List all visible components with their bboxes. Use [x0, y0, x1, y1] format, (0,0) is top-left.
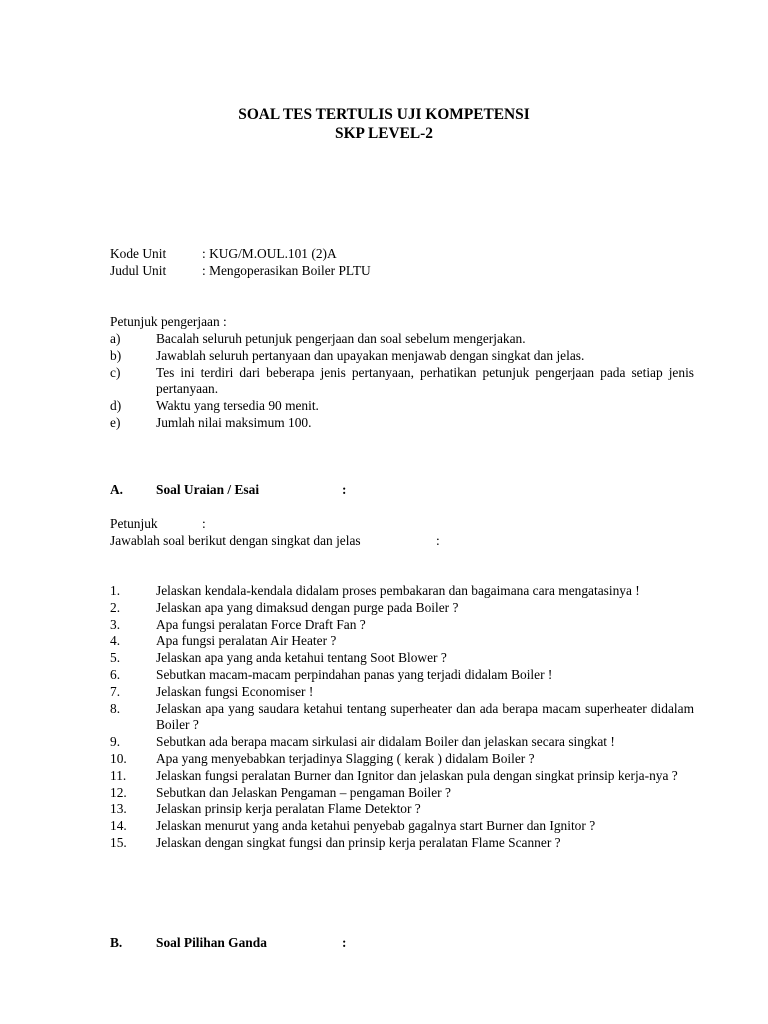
question-item: [110, 734, 694, 751]
question-item: [110, 667, 694, 684]
question-item-marker: 8.: [110, 700, 121, 716]
instruction-item-marker: b): [110, 347, 122, 363]
question-item: [110, 768, 694, 785]
question-item-text: Jelaskan apa yang saudara ketahui tentang superheater dan ada berapa macam superheater didalam Boiler ?: [156, 700, 694, 733]
instruction-item: [110, 415, 694, 432]
question-item-text: Apa fungsi peralatan Air Heater ?: [156, 633, 337, 649]
question-item: [110, 650, 694, 667]
section-b-heading: [110, 935, 346, 952]
question-item-marker: 10.: [110, 750, 127, 766]
question-item: [110, 684, 694, 701]
instruction-item: [110, 331, 694, 348]
instruction-item-marker: c): [110, 364, 121, 380]
section-b-colon: :: [342, 935, 347, 950]
question-item-marker: 9.: [110, 734, 121, 750]
question-item: [110, 751, 694, 768]
question-item: [110, 701, 694, 735]
judul-unit-label: Judul Unit: [110, 263, 167, 278]
kode-unit-label: Kode Unit: [110, 246, 167, 261]
instruction-item-marker: a): [110, 331, 121, 346]
question-item: [110, 818, 694, 835]
question-item: [110, 600, 694, 617]
question-item-text: Jelaskan dengan singkat fungsi dan prinsip kerja peralatan Flame Scanner ?: [156, 834, 561, 850]
question-item-marker: 3.: [110, 616, 121, 632]
instruction-item-marker: d): [110, 398, 122, 414]
instruction-item: [110, 365, 694, 399]
judul-unit-row: [110, 263, 371, 280]
instructions-heading: Petunjuk pengerjaan :: [110, 314, 227, 329]
question-item-marker: 11.: [110, 767, 127, 783]
question-item-marker: 12.: [110, 784, 127, 800]
question-item-marker: 2.: [110, 599, 121, 615]
section-b-name: Soal Pilihan Ganda: [156, 935, 267, 950]
question-item-text: Jelaskan kendala-kendala didalam proses pembakaran dan bagaimana cara mengatasinya !: [156, 583, 640, 598]
kode-unit-value: : KUG/M.OUL.101 (2)A: [202, 246, 337, 261]
question-item-marker: 6.: [110, 666, 121, 682]
section-a-petunjuk-colon: :: [202, 516, 206, 531]
section-a-questions: [110, 583, 694, 852]
section-a-marker: A.: [110, 482, 124, 497]
document-subtitle: SKP LEVEL-2: [335, 125, 433, 142]
question-item: [110, 801, 694, 818]
section-a-petunjuk: [110, 516, 206, 533]
question-item-text: Sebutkan dan Jelaskan Pengaman – pengaman Boiler ?: [156, 784, 451, 800]
instruction-item-text: Waktu yang tersedia 90 menit.: [156, 398, 319, 414]
question-item-marker: 1.: [110, 583, 121, 598]
question-item-marker: 13.: [110, 801, 127, 817]
question-item-marker: 7.: [110, 683, 121, 699]
section-a-petunjuk-text-row: [110, 533, 440, 550]
question-item: [110, 583, 694, 600]
question-item-text: Jelaskan fungsi peralatan Burner dan Ignitor dan jelaskan pula dengan singkat prinsip kerja-nya ?: [156, 767, 678, 783]
instruction-item-text: Jumlah nilai maksimum 100.: [156, 414, 312, 430]
section-b-marker: B.: [110, 935, 123, 950]
question-item-text: Jelaskan apa yang dimaksud dengan purge pada Boiler ?: [156, 599, 459, 615]
instruction-item: [110, 398, 694, 415]
question-item: [110, 835, 694, 852]
instruction-item-text: Bacalah seluruh petunjuk pengerjaan dan soal sebelum mengerjakan.: [156, 331, 526, 346]
section-a-petunjuk-label: Petunjuk: [110, 516, 158, 531]
question-item-text: Jelaskan menurut yang anda ketahui penyebab gagalnya start Burner dan Ignitor ?: [156, 818, 596, 834]
question-item-text: Apa fungsi peralatan Force Draft Fan ?: [156, 616, 366, 632]
section-a-petunjuk-text-colon: :: [436, 533, 440, 548]
instruction-item: [110, 348, 694, 365]
section-a-name: Soal Uraian / Esai: [156, 482, 260, 497]
instruction-item-text: Jawablah seluruh pertanyaan dan upayakan menjawab dengan singkat dan jelas.: [156, 347, 585, 363]
question-item-text: Jelaskan apa yang anda ketahui tentang Soot Blower ?: [156, 650, 447, 666]
question-item-text: Jelaskan prinsip kerja peralatan Flame Detektor ?: [156, 801, 421, 817]
question-item-text: Sebutkan ada berapa macam sirkulasi air didalam Boiler dan jelaskan secara singkat !: [156, 734, 615, 750]
instruction-item-text: Tes ini terdiri dari beberapa jenis pertanyaan, perhatikan petunjuk pengerjaan pada setiap jenis pertanyaan.: [156, 364, 694, 397]
question-item-marker: 4.: [110, 633, 121, 649]
judul-unit-value: : Mengoperasikan Boiler PLTU: [202, 263, 371, 278]
document-title: SOAL TES TERTULIS UJI KOMPETENSI: [238, 106, 530, 123]
question-item-marker: 5.: [110, 650, 121, 666]
question-item-marker: 15.: [110, 834, 127, 850]
question-item-text: Sebutkan macam-macam perpindahan panas yang terjadi didalam Boiler !: [156, 666, 553, 682]
instructions-list: [110, 331, 694, 432]
section-a-heading: [110, 482, 346, 499]
section-a-colon: :: [342, 482, 347, 497]
question-item: [110, 633, 694, 650]
question-item: [110, 785, 694, 802]
question-item-text: Apa yang menyebabkan terjadinya Slagging ( kerak ) didalam Boiler ?: [156, 750, 535, 766]
kode-unit-row: [110, 246, 337, 263]
question-item-marker: 14.: [110, 818, 127, 834]
instruction-item-marker: e): [110, 414, 121, 430]
question-item-text: Jelaskan fungsi Economiser !: [156, 683, 314, 699]
question-item: [110, 617, 694, 634]
section-a-petunjuk-text: Jawablah soal berikut dengan singkat dan jelas: [110, 533, 361, 548]
